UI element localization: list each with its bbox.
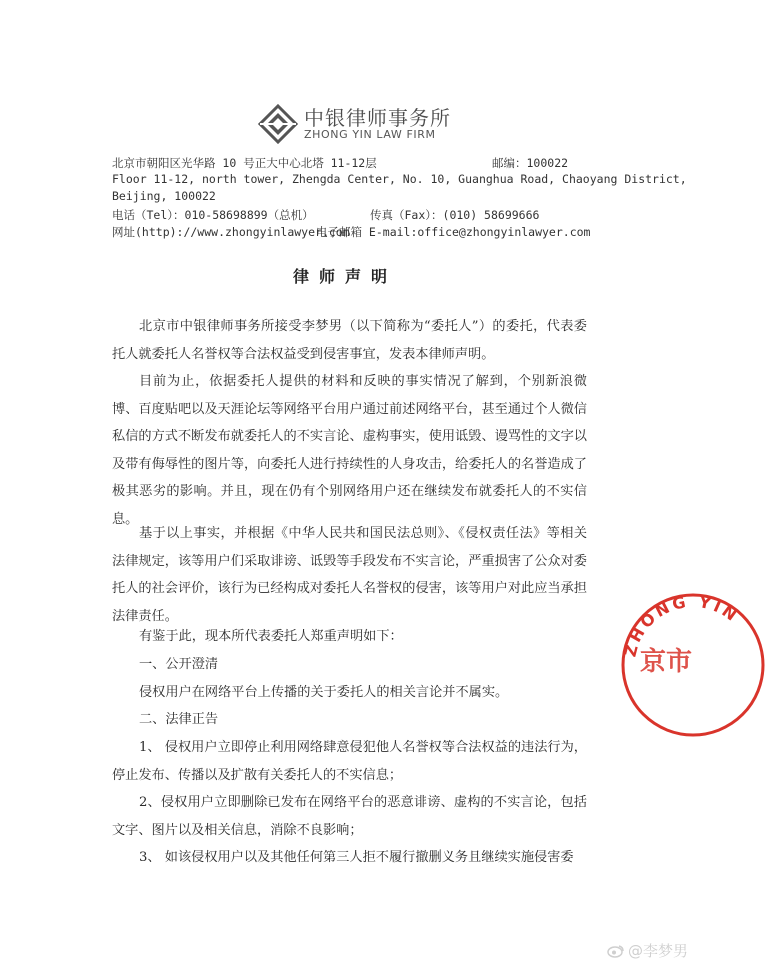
paragraph-declaration-intro: 有鉴于此，现本所代表委托人郑重声明如下： [139, 629, 403, 644]
paragraph-intro: 北京市中银律师事务所接受李梦男（以下简称为“委托人”）的委托，代表委托人就委托人名誉权等合法权益受到侵害事宜，发表本律师声明。 [112, 319, 587, 362]
fax: 传真（Fax）：(010) 58699666 [370, 208, 540, 222]
address-en-line1: Floor 11-12, north tower, Zhengda Center, No. 10, Guanghua Road, Chaoyang District, [112, 172, 687, 186]
firm-name-cn: 中银律师事务所 [304, 105, 451, 130]
paragraph-clarification: 侵权用户在网络平台上传播的关于委托人的相关言论并不属实。 [139, 685, 509, 700]
paragraph-legal-basis: 基于以上事实，并根据《中华人民共和国民法总则》、《侵权责任法》等相关法律规定，该等用户们采取诽谤、诋毁等手段发布不实言论，严重损害了公众对委托人的社会评价，该行为已经构成对委托人名誉权的侵害，该等用户对此应当承担法律责任。 [112, 526, 587, 624]
seal-text: ZHONG YIN [620, 591, 743, 659]
address-cn: 北京市朝阳区光华路 10 号正大中心北塔 11-12层 [112, 156, 377, 170]
watermark-text: @李梦男 [628, 942, 689, 960]
address-en-line2: Beijing, 100022 [112, 189, 216, 203]
firm-logo-icon [258, 104, 298, 144]
email-link[interactable]: 电子邮箱 E-mail:office@zhongyinlawyer.com [316, 225, 591, 239]
warning-item-1: 1、 侵权用户立即停止利用网络肆意侵犯他人名誉权等合法权益的违法行为，停止发布、传播以及扩散有关委托人的不实信息； [112, 740, 587, 783]
warning-item-2: 2、侵权用户立即删除已发布在网络平台的恶意诽谤、虚构的不实言论，包括文字、图片以及相关信息，消除不良影响； [112, 795, 587, 838]
website-link[interactable]: 网址(http)://www.zhongyinlawyer.com [112, 225, 350, 239]
svg-text:京市: 京市 [640, 647, 693, 677]
telephone: 电话（Tel）：010-58698899（总机） [112, 208, 314, 222]
warning-item-3: 3、 如该侵权用户以及其他任何第三人拒不履行撤删义务且继续实施侵害委 [139, 850, 574, 865]
postcode: 邮编：100022 [492, 156, 569, 170]
firm-name-en: ZHONG YIN LAW FIRM [304, 127, 436, 141]
firm-logo [258, 100, 451, 148]
official-seal [618, 590, 743, 740]
weibo-icon [607, 944, 625, 958]
paragraph-facts: 目前为止，依据委托人提供的材料和反映的事实情况了解到，个别新浪微博、百度贴吧以及天涯论坛等网络平台用户通过前述网络平台，甚至通过个人微信私信的方式不断发布就委托人的不实言论、虚构事实，使用诋毁、谩骂性的文字以及带有侮辱性的图片等，向委托人进行持续性的人身攻击，给委托人的名誉造成了极其恶劣的影响。并且，现在仍有个别网络用户还在继续发布就委托人的不实信息。 [112, 374, 587, 527]
section-heading-warning: 二、法律正告 [139, 712, 219, 727]
page-title: 律师声明 [292, 267, 397, 286]
weibo-watermark [607, 940, 688, 961]
section-heading-clarification: 一、公开澄清 [139, 657, 219, 672]
